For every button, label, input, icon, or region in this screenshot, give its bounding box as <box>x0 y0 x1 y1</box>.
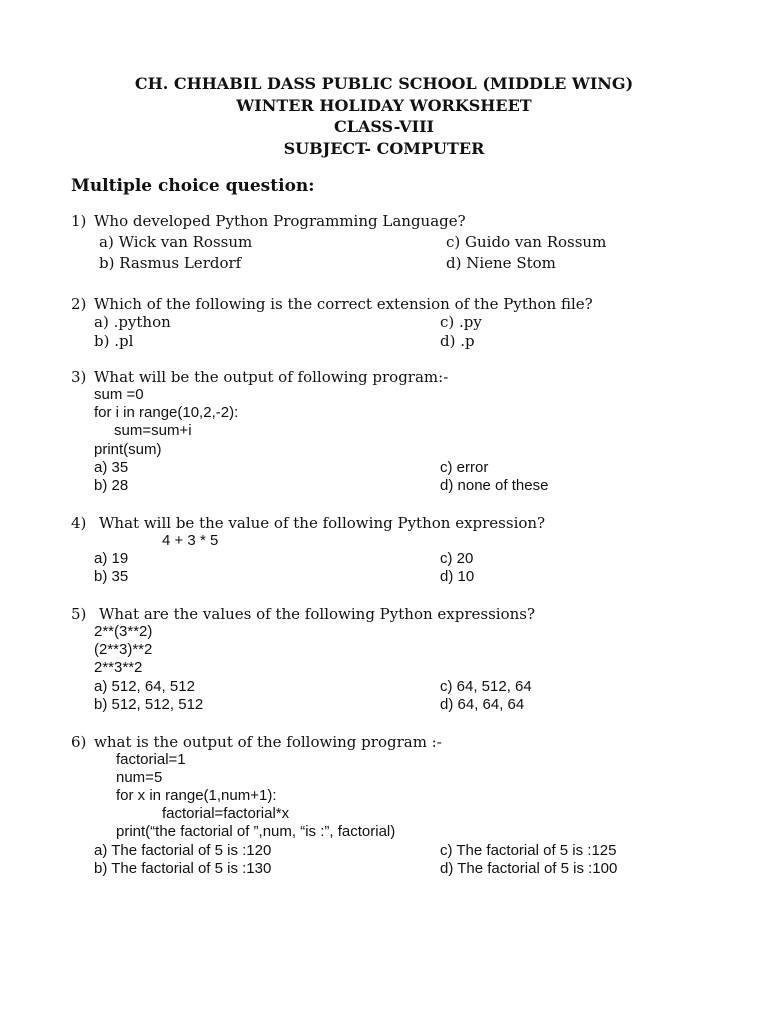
question-number: 2) <box>71 295 87 313</box>
option-d: d) The factorial of 5 is :100 <box>440 860 618 877</box>
option-a: a) 35 <box>94 459 129 476</box>
option-a: a) The factorial of 5 is :120 <box>94 842 272 859</box>
code-line: for x in range(1,num+1): <box>116 787 277 804</box>
code-line: factorial=1 <box>116 751 186 768</box>
question-text: What will be the value of the following Python expression? <box>99 514 546 532</box>
code-line: num=5 <box>116 769 163 786</box>
section-title: Multiple choice question: <box>71 176 315 196</box>
code-line: sum =0 <box>94 386 144 403</box>
question-text: what is the output of the following program :- <box>94 733 442 751</box>
question-number: 5) <box>71 605 87 623</box>
option-d: d) none of these <box>440 477 549 494</box>
option-b: b) 35 <box>94 568 129 585</box>
school-name: CH. CHHABIL DASS PUBLIC SCHOOL (MIDDLE WING) <box>134 74 634 93</box>
option-b: b) 28 <box>94 477 129 494</box>
option-b: b) The factorial of 5 is :130 <box>94 860 272 877</box>
option-c: c) .py <box>440 313 482 331</box>
question-text: What are the values of the following Python expressions? <box>99 605 536 623</box>
question-text: Which of the following is the correct extension of the Python file? <box>94 295 593 313</box>
expression: 2**(3**2) <box>94 623 153 640</box>
expression: 4 + 3 * 5 <box>162 532 219 549</box>
option-d: d) 64, 64, 64 <box>440 696 525 713</box>
option-c: c) 64, 512, 64 <box>440 678 532 695</box>
code-line: factorial=factorial*x <box>162 805 290 822</box>
option-c: c) Guido van Rossum <box>446 233 607 251</box>
subject-label: SUBJECT- COMPUTER <box>283 139 485 158</box>
option-a: a) .python <box>94 313 171 331</box>
code-line: sum=sum+i <box>114 422 192 439</box>
option-d: d) 10 <box>440 568 475 585</box>
expression: 2**3**2 <box>94 659 143 676</box>
code-line: print(“the factorial of ”,num, “is :”, factorial) <box>116 823 396 840</box>
option-a: a) 512, 64, 512 <box>94 678 195 695</box>
option-c: c) error <box>440 459 489 476</box>
option-a: a) Wick van Rossum <box>99 233 253 251</box>
option-b: b) Rasmus Lerdorf <box>99 254 242 272</box>
question-number: 3) <box>71 368 87 386</box>
class-label: CLASS-VIII <box>333 117 435 136</box>
option-c: c) The factorial of 5 is :125 <box>440 842 617 859</box>
worksheet-title: WINTER HOLIDAY WORKSHEET <box>236 96 532 115</box>
question-number: 4) <box>71 514 87 532</box>
question-number: 1) <box>71 212 87 230</box>
option-b: b) 512, 512, 512 <box>94 696 204 713</box>
option-d: d) .p <box>440 332 475 350</box>
expression: (2**3)**2 <box>94 641 153 658</box>
option-a: a) 19 <box>94 550 129 567</box>
option-c: c) 20 <box>440 550 474 567</box>
code-line: print(sum) <box>94 441 162 458</box>
option-b: b) .pl <box>94 332 134 350</box>
question-text: Who developed Python Programming Language? <box>94 212 466 230</box>
question-number: 6) <box>71 733 87 751</box>
question-text: What will be the output of following program:- <box>94 368 449 386</box>
code-line: for i in range(10,2,-2): <box>94 404 239 421</box>
option-d: d) Niene Stom <box>446 254 556 272</box>
